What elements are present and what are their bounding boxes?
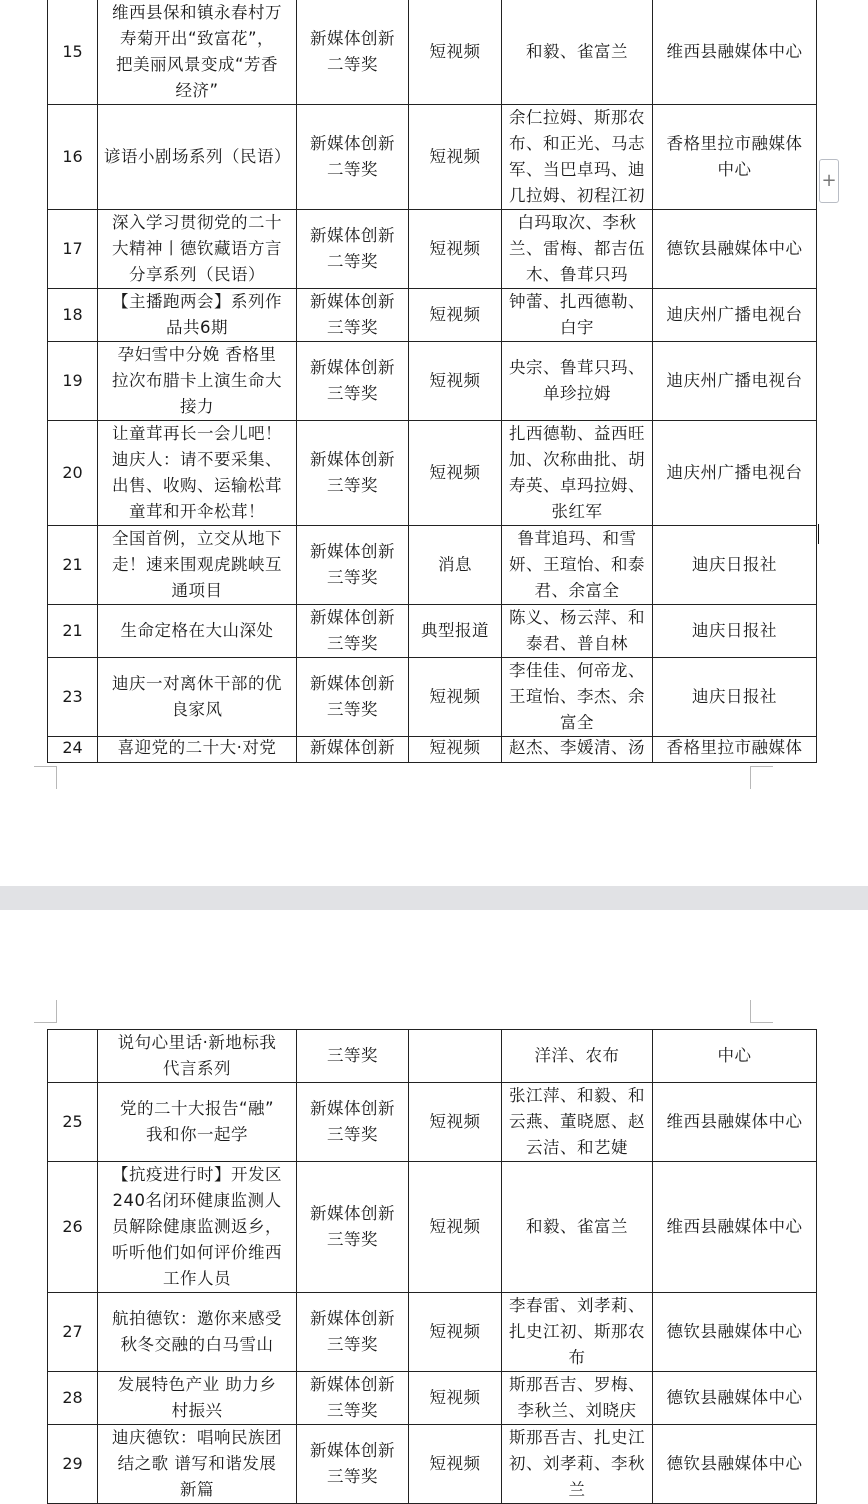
table-row [48,1372,817,1425]
cell-line: 布、和正光、马志 [509,134,645,153]
cell-line: 钟蕾、扎西德勒、 [509,292,645,311]
cell-line: 听听他们如何评价维西 [112,1243,282,1262]
page-corner-mark [750,1000,773,1023]
unit-cell [653,605,817,658]
cell-line: 赵杰、李媛清、汤 [509,738,645,757]
table-row [48,1162,817,1293]
cell-line: 几拉姆、初程江初 [509,186,645,205]
unit-cell [653,737,817,763]
cell-line: 德钦县融媒体中心 [666,1322,803,1341]
award-level-cell [297,210,409,289]
cell-line: 香格里拉市融媒体 [666,134,803,153]
work-title-cell [98,1372,297,1425]
table-row [48,289,817,342]
category-cell: 短视频 [409,105,502,210]
row-number-cell: 26 [48,1162,98,1293]
work-title-cell [98,526,297,605]
cell-line: 德钦县融媒体中心 [666,239,803,258]
cell-line: 党的二十大报告“融” [119,1099,275,1118]
cell-line: 村振兴 [171,1401,223,1420]
authors-cell [502,1030,653,1083]
awards-table-page-1 [47,0,817,763]
table-row [48,1030,817,1083]
category-cell: 短视频 [409,1372,502,1425]
row-number-cell: 29 [48,1425,98,1504]
work-title-cell [98,210,297,289]
cell-line: 240名闭环健康监测人 [112,1191,282,1210]
cell-line: 和毅、雀富兰 [526,1217,628,1236]
page-corner-mark [34,1000,57,1023]
category-cell: 短视频 [409,342,502,421]
work-title-cell [98,421,297,526]
cell-line: 品共6期 [166,318,228,337]
cell-line: 航拍德钦：邀你来感受 [112,1309,282,1328]
authors-cell [502,1083,653,1162]
award-level-cell [297,1162,409,1293]
work-title-cell [98,0,297,105]
cell-line: 三等奖 [327,476,378,495]
cell-line: 斯那吾吉、罗梅、 [509,1375,645,1394]
table-row [48,342,817,421]
authors-cell [502,658,653,737]
unit-cell [653,289,817,342]
cell-line: 新媒体创新 [310,1441,395,1460]
cell-line: 兰 [568,1480,586,1499]
row-number-cell: 25 [48,1083,98,1162]
table-row [48,0,817,105]
cell-line: 把美丽风景变成“芳香 [115,55,279,74]
cell-line: 李春雷、刘孝莉、 [509,1296,645,1315]
cell-line: 三等奖 [327,1467,378,1486]
table-row [48,526,817,605]
cell-line: 兰、雷梅、都吉伍 [509,239,645,258]
authors-cell [502,210,653,289]
cell-line: 新媒体创新 [310,542,395,561]
authors-cell [502,105,653,210]
cell-line: 中心 [717,160,752,179]
row-number-cell: 21 [48,605,98,658]
row-number-cell: 28 [48,1372,98,1425]
work-title-cell [98,658,297,737]
cell-line: 孕妇雪中分娩 香格里 [117,345,277,364]
table-row [48,605,817,658]
cell-line: 生命定格在大山深处 [120,621,274,640]
cell-line: 初、刘孝莉、李秋 [509,1454,645,1473]
table-row [48,658,817,737]
row-number-cell: 16 [48,105,98,210]
work-title-cell [98,342,297,421]
unit-cell [653,1293,817,1372]
cell-line: 迪庆日报社 [692,555,777,574]
row-number-cell: 18 [48,289,98,342]
category-cell: 短视频 [409,658,502,737]
unit-cell [653,105,817,210]
cell-line: 走！速来围观虎跳峡互 [112,555,282,574]
cell-line: 寿菊开出“致富花”， [119,29,275,48]
cell-line: 君、余富全 [534,581,620,600]
award-level-cell [297,1083,409,1162]
cell-line: 三等奖 [327,384,378,403]
row-number-cell: 20 [48,421,98,526]
cell-line: 陈义、杨云萍、和 [509,608,645,627]
work-title-cell [98,289,297,342]
category-cell: 短视频 [409,1162,502,1293]
cell-line: 云洁、和艺婕 [526,1138,628,1157]
page-separator [0,886,868,910]
unit-cell [653,658,817,737]
cell-line: 新媒体创新 [310,1099,395,1118]
category-cell: 短视频 [409,421,502,526]
award-level-cell [297,605,409,658]
table-row [48,1293,817,1372]
cell-line: 迪庆州广播电视台 [666,463,803,482]
cell-line: 新媒体创新 [310,29,395,48]
cell-line: 军、当巴卓玛、迪 [509,160,645,179]
cell-line: 【抗疫进行时】开发区 [112,1165,282,1184]
authors-cell [502,289,653,342]
awards-table-page-2 [47,1029,817,1504]
cell-line: 新媒体创新 [310,226,395,245]
category-cell: 短视频 [409,1083,502,1162]
document-page-2 [0,910,868,1504]
work-title-cell [98,1293,297,1372]
cell-line: 维西县融媒体中心 [666,1112,803,1131]
cell-line: 迪庆州广播电视台 [666,305,803,324]
work-title-cell [98,737,297,763]
cell-line: 加、次称曲批、胡 [509,450,645,469]
cell-line: 维西县保和镇永春村万 [112,3,282,22]
cell-line: 单珍拉姆 [543,384,611,403]
unit-cell [653,1083,817,1162]
cell-line: 香格里拉市融媒体 [666,738,803,757]
cell-line: 富全 [560,713,594,732]
authors-cell [502,1162,653,1293]
cell-line: 三等奖 [327,1125,378,1144]
unit-cell [653,210,817,289]
unit-cell [653,0,817,105]
cell-line: 三等奖 [327,634,378,653]
authors-cell [502,737,653,763]
unit-cell [653,1162,817,1293]
award-level-cell [297,289,409,342]
cell-line: 说句心里话·新地标我 [117,1033,277,1052]
authors-cell [502,0,653,105]
cell-line: 三等奖 [327,700,378,719]
cell-line: 李佳佳、何帝龙、 [509,661,645,680]
cell-line: 新媒体创新 [310,292,395,311]
cell-line: 分享系列（民语） [129,265,265,284]
award-level-cell [297,658,409,737]
award-level-cell [297,0,409,105]
work-title-cell [98,1162,297,1293]
cell-line: 木、鲁茸只玛 [526,265,628,284]
cell-line: 让童茸再长一会儿吧！ [112,424,282,443]
cell-line: 洋洋、农布 [534,1046,620,1065]
award-level-cell [297,421,409,526]
authors-cell [502,605,653,658]
cell-line: 迪庆一对离休干部的优 [112,674,282,693]
category-cell: 短视频 [409,1425,502,1504]
row-number-cell: 15 [48,0,98,105]
row-number-cell [48,1030,98,1083]
cell-line: 秋冬交融的白马雪山 [120,1335,274,1354]
cell-line: 中心 [717,1046,752,1065]
category-cell: 消息 [409,526,502,605]
cell-line: 三等奖 [327,1046,378,1065]
category-cell: 短视频 [409,737,502,763]
cell-line: 拉次布腊卡上演生命大 [112,371,282,390]
cell-line: 我和你一起学 [146,1125,248,1144]
unit-cell [653,421,817,526]
cell-line: 三等奖 [327,318,378,337]
table-row [48,105,817,210]
cell-line: 李秋兰、刘晓庆 [517,1401,637,1420]
add-column-button[interactable]: + [819,159,839,203]
cell-line: 迪庆日报社 [692,687,777,706]
cell-line: 张江萍、和毅、和 [509,1086,645,1105]
cell-line: 王瑄怡、李杰、余 [509,687,645,706]
cell-line: 通项目 [171,581,223,600]
table-row [48,1083,817,1162]
unit-cell [653,1425,817,1504]
cell-line: 斯那吾吉、扎史江 [509,1428,645,1447]
cell-line: 新媒体创新 [310,134,395,153]
cell-line: 出售、收购、运输松茸 [112,476,282,495]
category-cell: 短视频 [409,289,502,342]
cell-line: 迪庆州广播电视台 [666,371,803,390]
page-corner-mark [750,766,773,789]
cell-line: 谚语小剧场系列（民语） [104,147,291,166]
cell-line: 新媒体创新 [310,1309,395,1328]
work-title-cell [98,1083,297,1162]
cell-line: 工作人员 [163,1269,231,1288]
cell-line: 二等奖 [327,55,378,74]
cell-line: 德钦县融媒体中心 [666,1454,803,1473]
row-number-cell: 21 [48,526,98,605]
work-title-cell [98,605,297,658]
cell-line: 新媒体创新 [310,450,395,469]
cell-line: 二等奖 [327,160,378,179]
cell-line: 泰君、普自林 [526,634,628,653]
page-corner-mark [34,766,57,789]
award-level-cell [297,737,409,763]
category-cell: 短视频 [409,0,502,105]
cell-line: 二等奖 [327,252,378,271]
cell-line: 和毅、雀富兰 [526,42,628,61]
award-level-cell [297,342,409,421]
cell-line: 新媒体创新 [310,358,395,377]
cell-line: 喜迎党的二十大·对党 [117,738,277,757]
work-title-cell [98,1425,297,1504]
award-level-cell [297,526,409,605]
cell-line: 结之歌 谱写和谐发展 [117,1454,277,1473]
cell-line: 接力 [180,397,214,416]
cell-line: 全国首例，立交从地下 [112,529,282,548]
authors-cell [502,342,653,421]
cell-line: 迪庆日报社 [692,621,777,640]
cell-line: 新篇 [180,1480,214,1499]
unit-cell [653,526,817,605]
award-level-cell [297,1030,409,1083]
category-cell: 典型报道 [409,605,502,658]
unit-cell [653,1372,817,1425]
cell-line: 深入学习贯彻党的二十 [112,213,282,232]
award-level-cell [297,105,409,210]
cell-line: 新媒体创新 [310,738,395,757]
cell-line: 德钦县融媒体中心 [666,1388,803,1407]
cell-line: 三等奖 [327,1335,378,1354]
cell-line: 经济” [175,81,219,100]
cell-line: 代言系列 [163,1059,231,1078]
cell-line: 鲁茸追玛、和雪 [517,529,637,548]
work-title-cell [98,105,297,210]
unit-cell [653,1030,817,1083]
cell-line: 大精神丨德钦藏语方言 [112,239,282,258]
cell-line: 白玛取次、李秋 [517,213,637,232]
row-number-cell: 24 [48,737,98,763]
cell-line: 寿英、卓玛拉姆、 [509,476,645,495]
cell-line: 白宇 [560,318,594,337]
text-cursor [818,524,819,544]
category-cell [409,1030,502,1083]
authors-cell [502,526,653,605]
cell-line: 童茸和开伞松茸！ [129,502,265,521]
cell-line: 新媒体创新 [310,1375,395,1394]
cell-line: 央宗、鲁茸只玛、 [509,358,645,377]
cell-line: 三等奖 [327,1401,378,1420]
award-level-cell [297,1372,409,1425]
cell-line: 余仁拉姆、斯那农 [509,108,645,127]
cell-line: 维西县融媒体中心 [666,42,803,61]
authors-cell [502,1372,653,1425]
cell-line: 新媒体创新 [310,608,395,627]
cell-line: 新媒体创新 [310,674,395,693]
award-level-cell [297,1425,409,1504]
cell-line: 发展特色产业 助力乡 [117,1375,277,1394]
cell-line: 新媒体创新 [310,1204,395,1223]
work-title-cell [98,1030,297,1083]
authors-cell [502,1293,653,1372]
category-cell: 短视频 [409,1293,502,1372]
row-number-cell: 19 [48,342,98,421]
cell-line: 【主播跑两会】系列作 [112,292,282,311]
cell-line: 布 [568,1348,586,1367]
table-row [48,737,817,763]
cell-line: 张红军 [551,502,603,521]
unit-cell [653,342,817,421]
row-number-cell: 17 [48,210,98,289]
cell-line: 三等奖 [327,1230,378,1249]
award-level-cell [297,1293,409,1372]
row-number-cell: 23 [48,658,98,737]
cell-line: 员解除健康监测返乡， [112,1217,282,1236]
table-row [48,421,817,526]
cell-line: 良家风 [171,700,223,719]
category-cell: 短视频 [409,210,502,289]
cell-line: 扎西德勒、益西旺 [509,424,645,443]
cell-line: 迪庆人：请不要采集、 [112,450,282,469]
row-number-cell: 27 [48,1293,98,1372]
table-row [48,1425,817,1504]
cell-line: 扎史江初、斯那农 [509,1322,645,1341]
cell-line: 妍、王瑄怡、和泰 [509,555,645,574]
cell-line: 三等奖 [327,568,378,587]
cell-line: 迪庆德钦：唱响民族团 [112,1428,282,1447]
table-row [48,210,817,289]
cell-line: 维西县融媒体中心 [666,1217,803,1236]
authors-cell [502,1425,653,1504]
authors-cell [502,421,653,526]
cell-line: 云燕、董晓愿、赵 [509,1112,645,1131]
